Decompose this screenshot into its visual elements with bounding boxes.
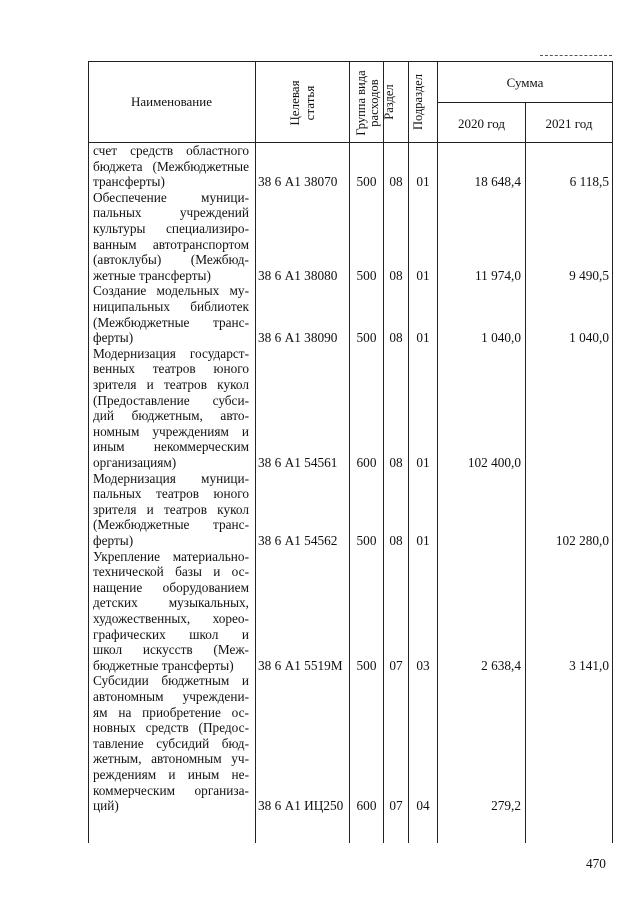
row-sum-2021: 1 040,0 (569, 330, 609, 346)
row-name-line: зрителя и театров кукол (93, 376, 249, 392)
header-year-2020: 2020 год (458, 116, 505, 131)
row-name (93, 143, 249, 190)
row-sum-2021: 3 141,0 (569, 657, 609, 673)
row-sum-2020: 102 400,0 (467, 455, 521, 470)
table-top-border (88, 61, 613, 62)
row-name-line: ций) (93, 798, 119, 814)
row-sum-2020: 2 638,4 (481, 657, 521, 673)
row-name-line: реждениям и иным не- (93, 766, 249, 782)
col-border-1 (255, 61, 256, 843)
header-section: Раздел (382, 84, 396, 120)
row-name-line: ванным автотранспортом (93, 236, 249, 252)
row-name-line: (автоклубы) (Межбюд- (93, 252, 249, 268)
row-name-line: (Межбюджетные транс- (93, 517, 249, 533)
row-section: 08 (389, 455, 403, 470)
row-expense-group: 500 (356, 174, 377, 190)
header-year-2021: 2021 год (545, 116, 593, 131)
row-name-line: нащение оборудованием (93, 579, 249, 595)
row-sum-2020: 11 974,0 (474, 267, 521, 283)
row-name-line: Создание модельных му- (93, 283, 249, 299)
row-name-line: Обеспечение муници- (93, 189, 249, 205)
row-subsection: 03 (416, 657, 430, 673)
row-name-line: пальных учреждений (93, 205, 249, 221)
col-border-left (88, 61, 89, 843)
header-target-article: Целевая статья (287, 80, 317, 126)
row-sum-2020: 18 648,4 (474, 174, 521, 190)
header-name: Наименование (131, 94, 212, 109)
row-name (93, 549, 249, 674)
row-target-article: 38 6 А1 38090 (258, 330, 338, 346)
page-number: 470 (586, 856, 606, 871)
row-section: 07 (389, 798, 403, 814)
row-name-line: ферты) (93, 532, 134, 548)
row-name-line: трансферты) (93, 174, 165, 190)
row-subsection: 01 (416, 174, 430, 190)
row-section: 08 (389, 533, 403, 548)
row-name-line: (Предоставление субси- (93, 392, 249, 408)
row-name-line: технической базы и ос- (93, 564, 249, 580)
row-name-line: бюджетные трансферты) (93, 657, 234, 673)
top-dashed-line (540, 55, 612, 56)
row-sum-2021: 9 490,5 (569, 267, 609, 283)
row-name-line: Модернизация муници- (93, 470, 249, 486)
row-target-article: 38 6 А1 ИЦ250 (258, 798, 344, 814)
row-target-article: 38 6 А1 54562 (258, 533, 338, 548)
row-name-line: автономным учреждени- (93, 688, 249, 704)
row-subsection: 01 (416, 330, 430, 346)
row-name-line: пальных театров юного (93, 486, 249, 502)
row-name-line: ферты) (93, 330, 134, 346)
row-sum-2020: 279,2 (491, 798, 521, 814)
row-name (93, 283, 249, 345)
row-name-line: культуры специализиро- (93, 220, 249, 236)
row-name-line: счет средств областного (93, 143, 249, 158)
row-name-line: тавление субсидий бюд- (93, 735, 249, 751)
row-name-line: Субсидии бюджетным и (93, 673, 249, 689)
row-name-line: дий бюджетным, авто- (93, 408, 249, 424)
row-name-line: школ искусств (Меж- (93, 642, 249, 658)
row-expense-group: 500 (356, 330, 377, 346)
row-name-line: номным учреждениям и (93, 423, 249, 439)
row-name-line: ям на приобретение ос- (93, 704, 249, 720)
row-expense-group: 500 (356, 657, 377, 673)
row-subsection: 04 (416, 798, 430, 814)
row-name (93, 673, 249, 813)
col-border-6 (525, 102, 526, 843)
row-expense-group: 600 (356, 798, 377, 814)
header-expense-group: Группа вида расходов (354, 70, 381, 136)
row-expense-group: 500 (356, 267, 377, 283)
row-expense-group: 500 (356, 533, 377, 548)
row-name-line: художественных, хорео- (93, 610, 249, 626)
row-name-line: коммерческим организа- (93, 782, 249, 798)
row-name-line: венных театров юного (93, 361, 249, 377)
row-name-line: зрителя и театров кукол (93, 501, 249, 517)
row-section: 08 (389, 267, 403, 283)
row-sum-2021: 102 280,0 (555, 533, 609, 548)
row-name (93, 190, 249, 284)
row-target-article: 38 6 А1 54561 (258, 455, 338, 470)
row-subsection: 01 (416, 267, 430, 283)
row-name-line: иным некоммерческим (93, 439, 249, 455)
row-subsection: 01 (416, 455, 430, 470)
header-sum: Сумма (506, 75, 544, 90)
row-name-line: (Межбюджетные транс- (93, 314, 249, 330)
row-target-article: 38 6 А1 38070 (258, 174, 338, 190)
row-name-line: детских музыкальных, (93, 595, 249, 611)
row-target-article: 38 6 А1 38080 (258, 267, 338, 283)
row-name-line: жетные трансферты) (93, 267, 211, 283)
row-name-line: новных средств (Предос- (93, 720, 249, 736)
row-name-line: жетным, автономным уч- (93, 751, 249, 767)
row-sum-2021: 6 118,5 (569, 174, 609, 190)
col-border-right (612, 61, 613, 843)
row-section: 07 (389, 657, 403, 673)
row-name-line: Модернизация государст- (93, 345, 249, 361)
row-sum-2020: 1 040,0 (481, 330, 521, 346)
row-name-line: ниципальных библиотек (93, 298, 249, 314)
row-subsection: 01 (416, 533, 430, 548)
row-section: 08 (389, 330, 403, 346)
row-section: 08 (389, 174, 403, 190)
row-target-article: 38 6 А1 5519М (258, 657, 343, 673)
row-name-line: графических школ и (93, 626, 249, 642)
row-name-line: организациям) (93, 454, 177, 470)
row-name-line: бюджета (Межбюджетные (93, 158, 249, 174)
row-name (93, 346, 249, 471)
row-name-line: Укрепление материально- (93, 548, 249, 564)
row-name (93, 471, 249, 549)
header-subsection: Подраздел (411, 74, 425, 130)
row-expense-group: 600 (356, 455, 377, 470)
